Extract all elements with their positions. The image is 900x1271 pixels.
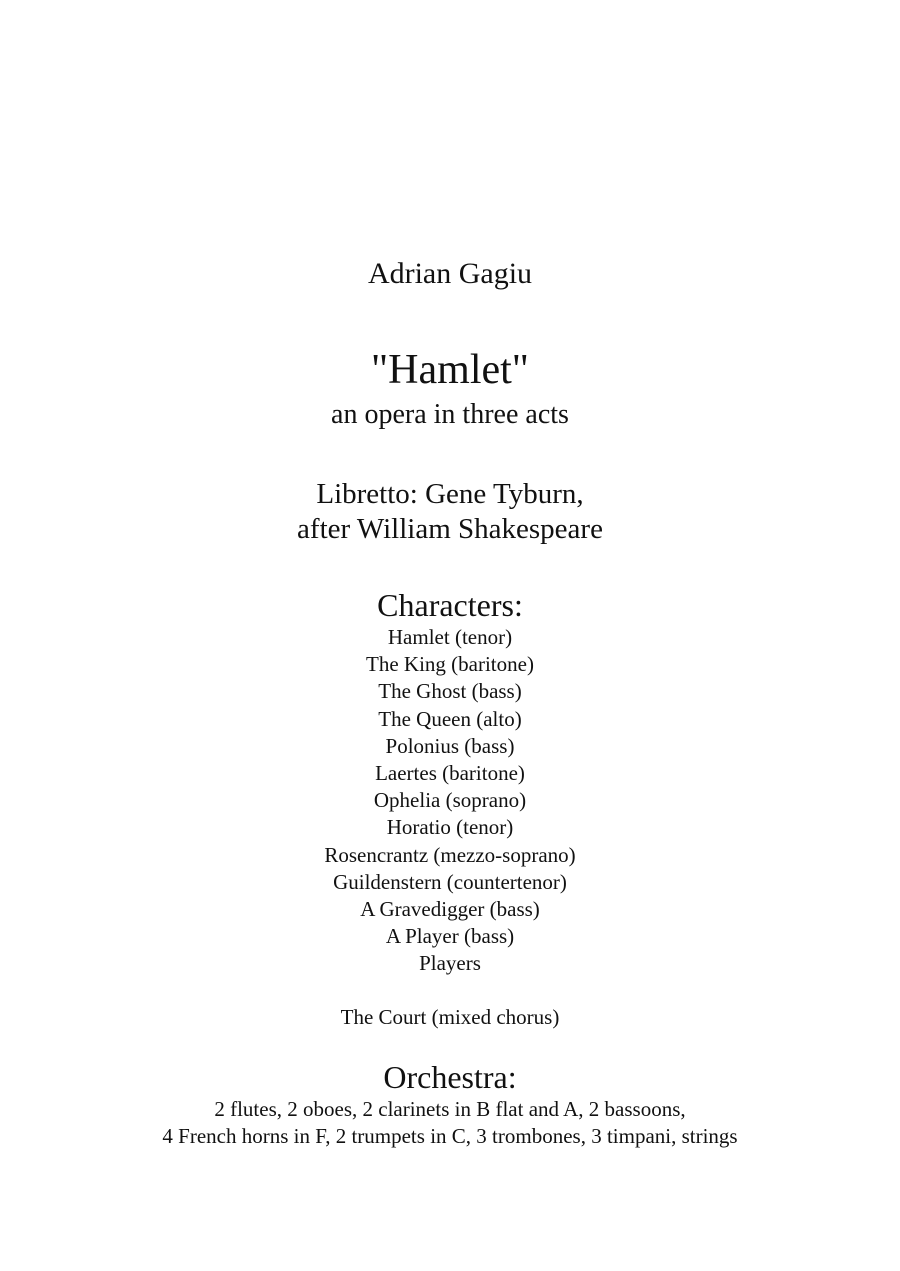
orchestra-line-brass-strings: 4 French horns in F, 2 trumpets in C, 3 trombones, 3 timpani, strings — [162, 1124, 738, 1148]
character-item: The Queen (alto) — [378, 706, 522, 731]
libretto-credit: Libretto: Gene Tyburn, — [316, 478, 584, 510]
character-item: The King (baritone) — [366, 652, 534, 677]
chorus-entry: The Court (mixed chorus) — [340, 1005, 560, 1029]
character-item: Hamlet (tenor) — [387, 625, 513, 649]
character-item: Laertes (baritone) — [375, 760, 525, 785]
characters-list — [0, 624, 900, 977]
opera-title: "Hamlet" — [371, 347, 529, 393]
character-item: Ophelia (soprano) — [373, 788, 527, 813]
character-item: Polonius (bass) — [385, 733, 515, 758]
libretto-source: after William Shakespeare — [297, 513, 603, 545]
characters-heading: Characters: — [377, 587, 523, 623]
composer-name: Adrian Gagiu — [367, 257, 533, 290]
character-item: Horatio (tenor) — [386, 815, 514, 840]
character-item: A Player (bass) — [385, 924, 515, 949]
opera-subtitle: an opera in three acts — [331, 399, 569, 430]
orchestra-heading: Orchestra: — [383, 1059, 517, 1095]
character-item: The Ghost (bass) — [378, 679, 522, 704]
character-item: A Gravedigger (bass) — [360, 896, 540, 921]
orchestra-line-woodwinds: 2 flutes, 2 oboes, 2 clarinets in B flat and A, 2 bassoons, — [214, 1097, 686, 1121]
character-item: Players — [419, 951, 481, 976]
character-item: Guildenstern (countertenor) — [333, 869, 567, 894]
character-item: Rosencrantz (mezzo-soprano) — [324, 842, 576, 867]
